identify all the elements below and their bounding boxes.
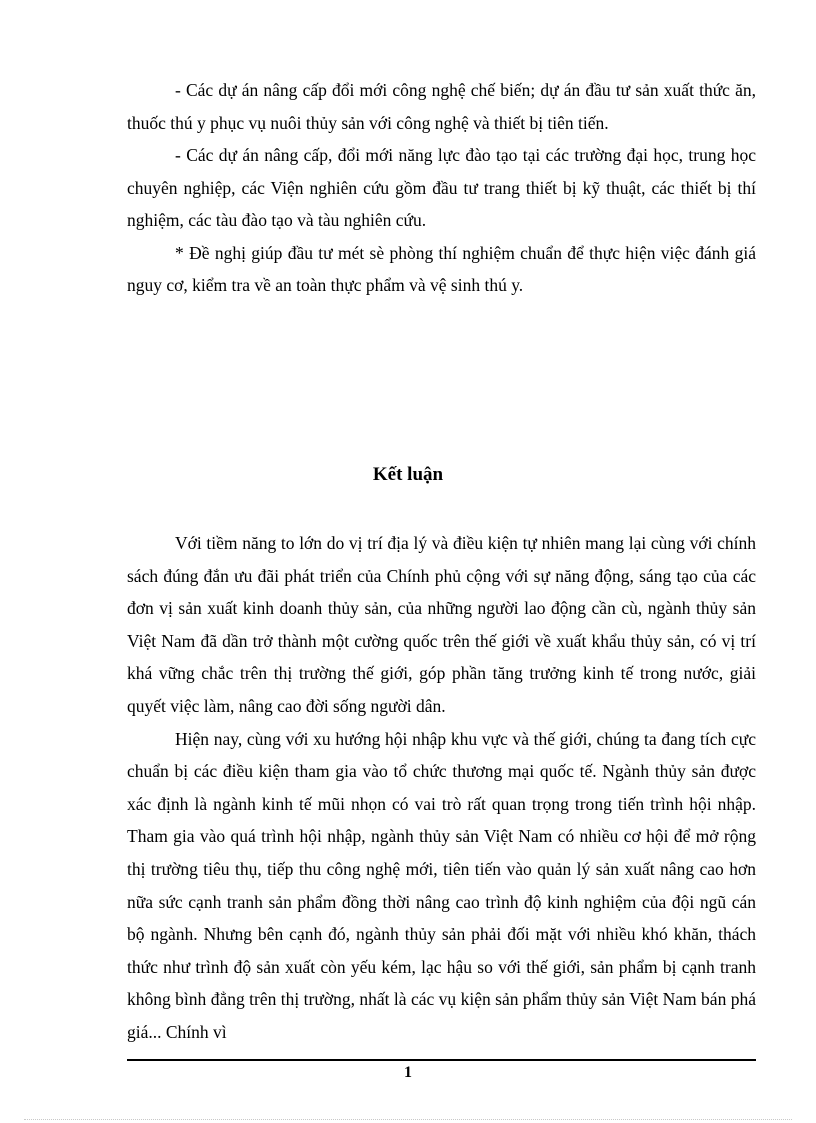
conclusion-paragraph-2: Hiện nay, cùng với xu hướng hội nhập khu vực và thế giới, chúng ta đang tích cực chuẩn bị các điều kiện tham gia vào tổ chức thương mại quốc tế. Ngành thủy sản được xác định là ngành kinh tế mũi nhọn có vai trò rất quan trọng trong tiến trình hội nhập. Tham gia vào quá trình hội nhập, ngành thủy sản Việt Nam có nhiều cơ hội để mở rộng thị trường tiêu thụ, tiếp thu công nghệ mới, tiên tiến vào quản lý sản xuất nâng cao hơn nữa sức cạnh tranh sản phẩm đồng thời nâng cao trình độ kinh nghiệm của đội ngũ cán bộ ngành. Nhưng bên cạnh đó, ngành thủy sản phải đối mặt với nhiều khó khăn, thách thức như trình độ sản xuất còn yếu kém, lạc hậu so với thế giới, sản phẩm bị cạnh tranh không bình đẳng trên thị trường, nhất là các vụ kiện sản phẩm thủy sản Việt Nam bán phá giá... Chính vì: [127, 728, 756, 1042]
conclusion-paragraph-1: Với tiềm năng to lớn do vị trí địa lý và điều kiện tự nhiên mang lại cùng với chính sách đúng đắn ưu đãi phát triển của Chính phủ cộng với sự năng động, sáng tạo của các đơn vị sản xuất kinh doanh thủy sản, của những người lao động cần cù, ngành thủy sản Việt Nam đã dần trở thành một cường quốc trên thế giới về xuất khẩu thủy sản, có vị trí khá vững chắc trên thị trường thế giới, góp phần tăng trưởng kinh tế trong nước, giải quyết việc làm, nâng cao đời sống người dân.: [127, 533, 756, 716]
conclusion-heading: Kết luận: [372, 464, 444, 485]
top-paragraph-1: - Các dự án nâng cấp đổi mới công nghệ chế biến; dự án đầu tư sản xuất thức ăn, thuốc thú y phục vụ nuôi thủy sản với công nghệ và thiết bị tiên tiến.: [127, 80, 756, 133]
top-paragraph-3: * Đề nghị giúp đầu tư mét sè phòng thí nghiệm chuẩn để thực hiện việc đánh giá nguy cơ, kiểm tra về an toàn thực phẩm và vệ sinh thú y.: [127, 242, 756, 295]
top-paragraph-2: - Các dự án nâng cấp, đổi mới năng lực đào tạo tại các trường đại học, trung học chuyên nghiệp, các Viện nghiên cứu gồm đầu tư trang thiết bị kỹ thuật, các thiết bị thí nghiệm, các tàu đào tạo và tàu nghiên cứu.: [127, 145, 756, 230]
top-section: [127, 74, 756, 302]
footer-divider: [127, 1059, 756, 1061]
conclusion-section: [127, 527, 756, 1049]
page-number: 1: [404, 1064, 412, 1081]
page-bottom-edge: [24, 1119, 792, 1120]
